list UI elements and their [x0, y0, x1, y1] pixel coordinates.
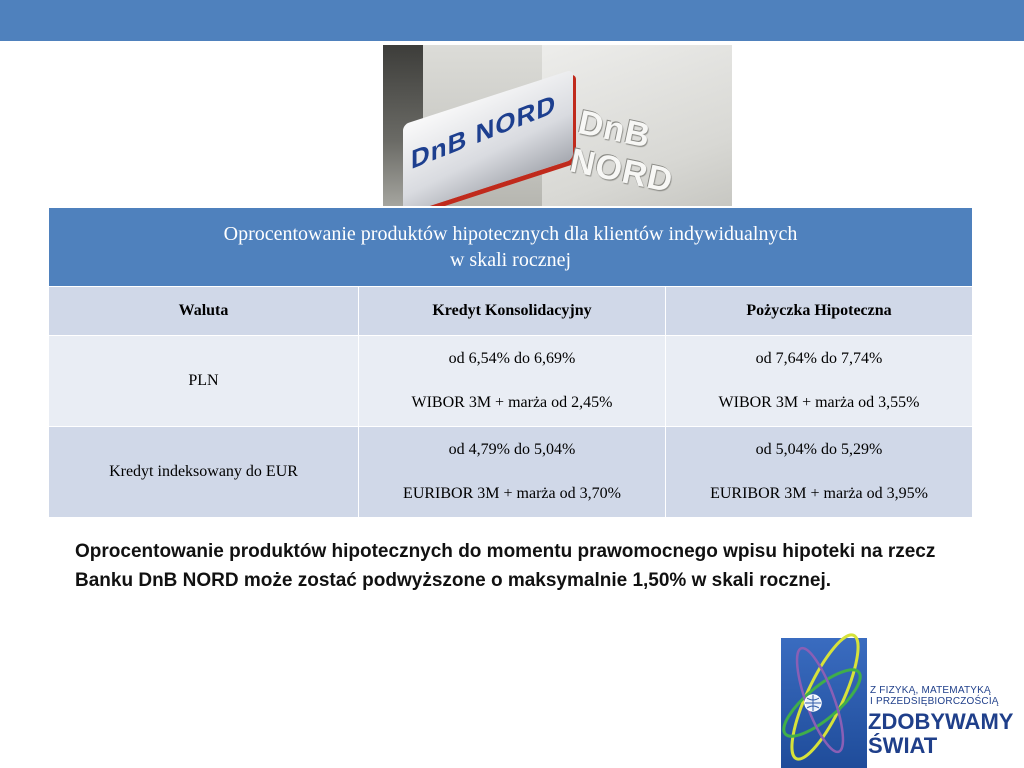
logo-title-line2: ŚWIAT — [868, 733, 938, 758]
column-header-currency: Waluta — [49, 287, 359, 336]
bank-sign-photo — [383, 45, 732, 206]
column-header-consolidation: Kredyt Konsolidacyjny — [359, 287, 666, 336]
orbit-yellow — [780, 628, 870, 766]
cell-consolidation — [359, 427, 666, 518]
rate-range: od 6,54% do 6,69% — [448, 350, 576, 367]
table-title-line2: w skali rocznej — [449, 249, 572, 271]
rate-range: od 5,04% do 5,29% — [755, 441, 883, 458]
logo-title-line1: ZDOBYWAMY — [868, 709, 1014, 734]
logo-tagline-line2: I PRZEDSIĘBIORCZOŚCIĄ — [870, 696, 999, 707]
table-header-row — [49, 287, 973, 336]
interest-rates-table — [48, 207, 973, 518]
logo-title — [868, 710, 1013, 758]
column-header-mortgage-loan: Pożyczka Hipoteczna — [666, 287, 973, 336]
project-logo — [770, 625, 1024, 768]
photo-sign-text: DnB NORD — [411, 87, 557, 176]
table-title-line1: Oprocentowanie produktów hipotecznych dla klientów indywidualnych — [223, 223, 798, 245]
rate-formula: WIBOR 3M + marża od 2,45% — [411, 394, 613, 411]
rate-formula: EURIBOR 3M + marża od 3,95% — [710, 485, 928, 502]
logo-tagline — [870, 685, 999, 707]
rate-formula: EURIBOR 3M + marża od 3,70% — [403, 485, 621, 502]
row-currency: PLN — [49, 336, 359, 427]
rate-range: od 4,79% do 5,04% — [448, 441, 576, 458]
top-accent-bar — [0, 0, 1024, 41]
photo-wall-text: DnB NORD — [566, 103, 677, 201]
cell-consolidation — [359, 336, 666, 427]
rate-formula: WIBOR 3M + marża od 3,55% — [718, 394, 920, 411]
table-row — [49, 336, 973, 427]
cell-mortgage-loan — [666, 427, 973, 518]
row-currency: Kredyt indeksowany do EUR — [49, 427, 359, 518]
disclaimer-note: Oprocentowanie produktów hipotecznych do momentu prawomocnego wpisu hipoteki na rzecz Banku DnB NORD może zostać podwyższone o maksymalnie 1,50% w skali rocznej. — [75, 541, 936, 591]
table-title — [49, 208, 973, 287]
table-title-row — [49, 208, 973, 287]
cell-mortgage-loan — [666, 336, 973, 427]
table-row — [49, 427, 973, 518]
logo-tagline-line1: Z FIZYKĄ, MATEMATYKĄ — [870, 685, 991, 696]
rate-range: od 7,64% do 7,74% — [755, 350, 883, 367]
